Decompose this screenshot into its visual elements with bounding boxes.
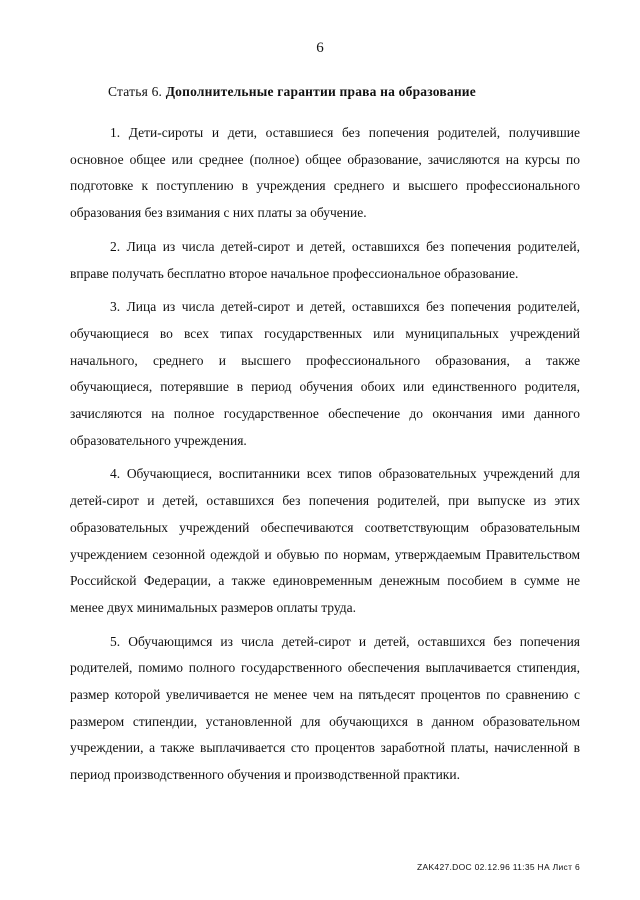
article-prefix: Статья 6.: [108, 84, 166, 99]
paragraph-5: 5. Обучающимся из числа детей-сирот и детей, оставшихся без попечения родителей, помимо полного государственного обеспечения выплачивается стипендия, размер которой увеличивается не менее чем на пятьдесят процентов по сравнению с размером стипендии, установленной для обучающихся в данном образовательном учреждении, а также выплачивается сто процентов заработной платы, начисленной в период производственного обучения и производственной практики.: [70, 633, 580, 783]
paragraph-4: 4. Обучающиеся, воспитанники всех типов образовательных учреждений для детей-сирот и детей, оставшихся без попечения родителей, при выпуске из этих образовательных учреждений обеспечиваются соответствующим образовательным учреждением сезонной одеждой и обувью по нормам, утверждаемым Правительством Российской Федерации, а также единовременным денежным пособием в сумме не менее двух минимальных размеров оплаты труда.: [70, 466, 580, 615]
article-title: Дополнительные гарантии права на образование: [165, 84, 476, 99]
article-body: [70, 120, 580, 796]
paragraph-1: 1. Дети-сироты и дети, оставшиеся без попечения родителей, получившие основное общее или среднее (полное) общее образование, зачисляются на курсы по подготовке к поступлению в учреждения среднего и высшего профессионального образования без взимания с них платы за обучение.: [70, 125, 580, 221]
article-heading: [108, 84, 476, 100]
paragraph-2: 2. Лица из числа детей-сирот и детей, оставшихся без попечения родителей, вправе получать бесплатно второе начальное профессиональное образование.: [70, 238, 580, 281]
document-footer: ZAK427.DOC 02.12.96 11:35 НА Лист 6: [416, 862, 580, 872]
page-number: 6: [316, 40, 324, 56]
paragraph-3: 3. Лица из числа детей-сирот и детей, оставшихся без попечения родителей, обучающиеся во всех типах государственных или муниципальных учреждений начального, среднего и высшего профессионального образования, а также обучающиеся, потерявшие в период обучения обоих или единственного родителя, зачисляются на полное государственное обеспечение до окончания ими данного образовательного учреждения.: [70, 299, 580, 448]
